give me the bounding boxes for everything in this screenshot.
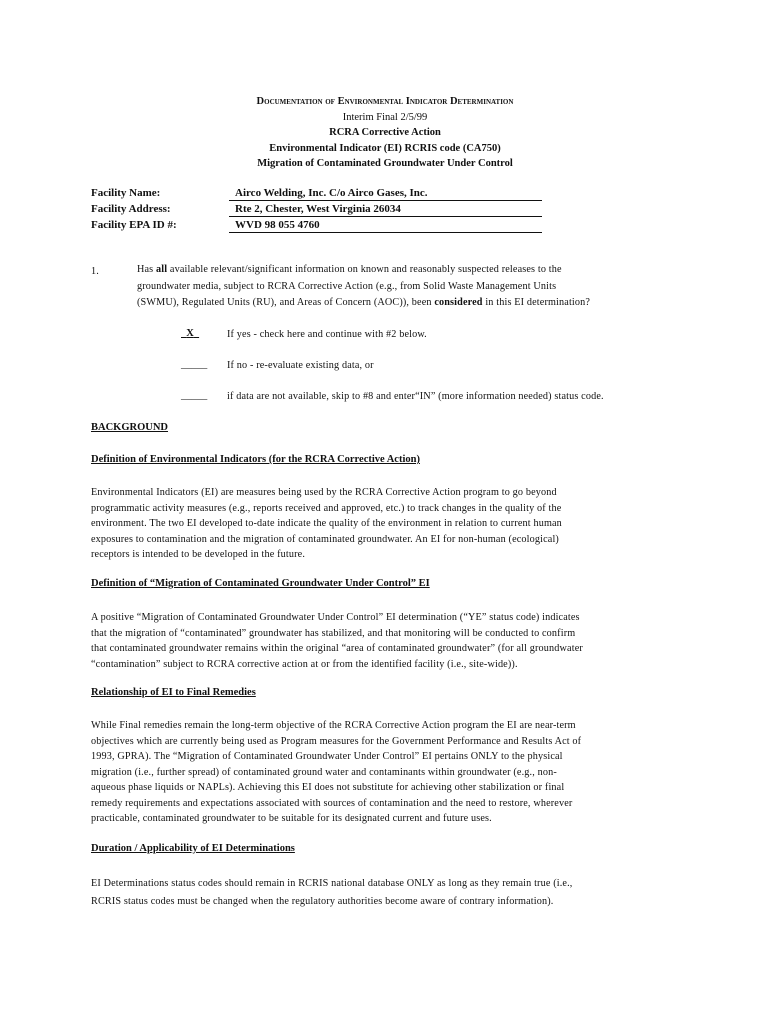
no-checkbox[interactable]: _____ xyxy=(181,359,208,370)
paragraph-definition-ei: Environmental Indicators (EI) are measures being used by the RCRA Corrective Action program to go beyond programmatic activity measures (e.g., reports received and approved, etc.) to track changes in the quality of the environment. The two EI developed to-date indicate the quality of the environment in relation to current human exposures to contamination and the migration of contaminated groundwater. An EI for non-human (ecological) receptors is intended to be developed in the future. xyxy=(91,487,562,560)
no-option-text: If no - re-evaluate existing data, or xyxy=(227,360,374,371)
not-available-checkbox[interactable]: _____ xyxy=(181,390,208,401)
section-heading-final-remedies: Relationship of EI to Final Remedies xyxy=(91,687,256,698)
paragraph-duration: EI Determinations status codes should remain in RCRIS national database ONLY as long as they remain true (i.e., RCRIS status codes must be changed when the regulatory authorities become aware of contrary information). xyxy=(91,878,573,907)
question-line-3: (SWMU), Regulated Units (RU), and Areas of Concern (AOC)), been considered in this EI determination? xyxy=(137,297,591,308)
facility-epa-id-value: WVD 98 055 4760 xyxy=(229,218,542,233)
section-heading-duration: Duration / Applicability of EI Determinations xyxy=(91,843,295,854)
facility-name-value: Airco Welding, Inc. C/o Airco Gases, Inc. xyxy=(229,186,542,201)
ei-code-title: Environmental Indicator (EI) RCRIS code (CA750) xyxy=(269,143,501,154)
interim-label: Interim Final 2/5/99 xyxy=(342,112,428,123)
facility-epa-id-label: Facility EPA ID #: xyxy=(91,219,177,231)
section-heading-definition-ei: Definition of Environmental Indicators (for the RCRA Corrective Action) xyxy=(91,454,420,465)
question-line-2: groundwater media, subject to RCRA Corrective Action (e.g., from Solid Waste Management Units xyxy=(137,281,557,292)
not-available-option-text: if data are not available, skip to #8 and enter“IN” (more information needed) status code. xyxy=(227,391,604,402)
question-number: 1. xyxy=(91,266,99,277)
question-line-1: Has all available relevant/significant information on known and reasonably suspected releases to the xyxy=(137,264,562,275)
facility-name-label: Facility Name: xyxy=(91,187,161,199)
paragraph-final-remedies: While Final remedies remain the long-term objective of the RCRA Corrective Action program the EI are near-term objectives which are currently being used as Program measures for the Government Performance and Results Act of 1993, GPRA). The “Migration of Contaminated Groundwater Under Control” EI pertains ONLY to the physical migration (i.e., further spread) of contaminated ground water and contaminants within groundwater (e.g., non- aqueous phase liquids or NAPLs). Achieving this EI does not substitute for achieving other stabilization or final remedy requirements and expectations associated with sources of contamination and the need to restore, wherever practicable, contaminated groundwater to be suitable for its designated current and future uses. xyxy=(91,720,582,824)
document-title: Documentation of Environmental Indicator Determination xyxy=(256,96,514,107)
paragraph-migration-ei: A positive “Migration of Contaminated Groundwater Under Control” EI determination (“YE” status code) indicates that the migration of “contaminated” groundwater has stabilized, and that monitoring will be conducted to confirm that contaminated groundwater remains within the original “area of contaminated groundwater” (for all groundwater “contamination” subject to RCRA corrective action at or from the identified facility (i.e., site-wide)). xyxy=(91,612,583,670)
facility-address-value: Rte 2, Chester, West Virginia 26034 xyxy=(229,202,542,217)
yes-option-text: If yes - check here and continue with #2 below. xyxy=(227,329,427,340)
background-heading: BACKGROUND xyxy=(91,422,169,433)
yes-checkbox[interactable]: X xyxy=(186,328,194,339)
document-subtitle: Migration of Contaminated Groundwater Under Control xyxy=(257,158,513,169)
facility-address-label: Facility Address: xyxy=(91,203,171,215)
program-title: RCRA Corrective Action xyxy=(329,127,441,138)
section-heading-migration-ei: Definition of “Migration of Contaminated Groundwater Under Control” EI xyxy=(91,578,430,589)
